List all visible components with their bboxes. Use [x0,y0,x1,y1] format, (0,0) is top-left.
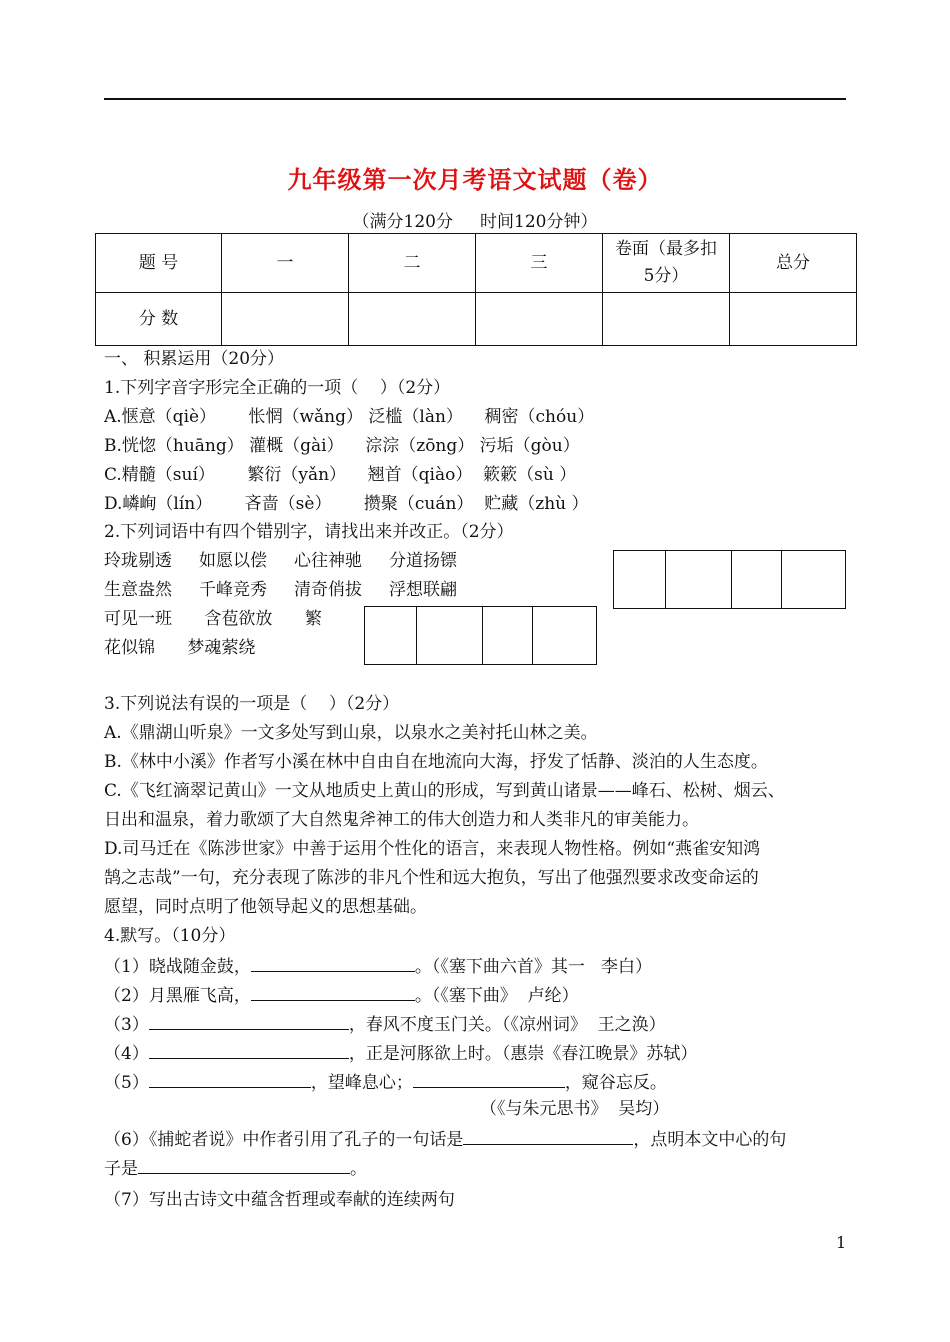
option-d: D.司马迁在《陈涉世家》中善于运用个性化的语言，来表现人物性格。例如“燕雀安知鸿 [104,839,761,859]
dictation-6 [104,1126,786,1152]
dictation-3 [104,1011,666,1037]
fill-blank[interactable] [149,1011,349,1030]
dictation-text: ，窥谷忘反。 [564,1073,667,1093]
dictation-prompt: （6）《捕蛇者说》中作者引用了孔子的一句话是 [104,1130,464,1150]
score-header-cell: 三 [476,234,603,293]
score-header-cell: 二 [349,234,476,293]
answer-box[interactable] [483,607,533,665]
option-c: C.《飞红滴翠记黄山》一文从地质史上黄山的形成，写到黄山诸景——峰石、松树、烟云、 [104,781,785,801]
dictation-1 [104,953,652,979]
section-heading: 一、 积累运用（20分） [104,349,285,369]
question-2: 2.下列词语中有四个错别字，请找出来并改正。（2分） [104,522,514,542]
answer-box[interactable] [417,607,483,665]
answer-box[interactable] [614,551,666,609]
answer-boxes-right [613,550,846,609]
word-list-line: 玲珑剔透 如愿以偿 心往神驰 分道扬镖 [104,551,458,571]
dictation-7: （7）写出古诗文中蕴含哲理或奉献的连续两句 [104,1190,455,1210]
dictation-5 [104,1069,667,1095]
score-header-cell: 题 号 [96,234,222,293]
score-header-cell: 总分 [730,234,857,293]
word-list-line: 花似锦 梦魂萦绕 [104,638,256,658]
answer-box[interactable] [782,551,846,609]
dictation-prompt: （5） [104,1073,149,1093]
answer-box[interactable] [365,607,417,665]
fill-blank[interactable] [251,982,415,1001]
dictation-text: ，点明本文中心的句 [633,1130,787,1150]
dictation-4 [104,1040,697,1066]
option-a: A.惬意（qiè） 怅惘（wǎng） 泛槛（làn） 稠密（chóu） [104,407,595,427]
question-4: 4.默写。（10分） [104,926,236,946]
score-table [95,233,857,346]
word-list-line: 生意盎然 千峰竞秀 清奇俏拔 浮想联翩 [104,580,458,600]
question-1: 1.下列字音字形完全正确的一项（ ）（2分） [104,378,451,398]
score-input-cell[interactable] [603,293,730,346]
fill-blank[interactable] [463,1126,633,1145]
option-b: B.《林中小溪》作者写小溪在林中自由自在地流向大海，抒发了恬静、淡泊的人生态度。 [104,752,768,772]
score-input-cell[interactable] [349,293,476,346]
dictation-text: 。 [350,1159,367,1179]
answer-box[interactable] [533,607,597,665]
option-d-cont: 鹄之志哉”一句，充分表现了陈涉的非凡个性和远大抱负，写出了他强烈要求改变命运的 [104,868,759,888]
fill-blank[interactable] [138,1155,350,1174]
dictation-text: ，望峰息心； [310,1073,413,1093]
option-c: C.精髓（suí） 繁衍（yǎn） 翘首（qiào） 簌簌（sù ） [104,465,577,485]
option-d: D.嶙峋（lín） 吝啬（sè） 攒聚（cuán） 贮藏（zhù ） [104,494,589,514]
header-rule [104,98,846,100]
answer-box[interactable] [732,551,782,609]
answer-box[interactable] [666,551,732,609]
option-b: B.恍惚（huāng） 灌概（gài） 淙淙（zōng） 污垢（gòu） [104,436,580,456]
score-input-cell[interactable] [222,293,349,346]
dictation-source: 。（《塞下曲》 卢纶） [414,986,579,1006]
dictation-prompt: （2）月黑雁飞高， [104,986,251,1006]
page-number: 1 [836,1233,847,1252]
score-input-cell[interactable] [730,293,857,346]
dictation-prompt: （4） [104,1044,149,1064]
fill-blank[interactable] [251,953,415,972]
score-header-cell: 一 [222,234,349,293]
option-c-cont: 日出和温泉，着力歌颂了大自然鬼斧神工的伟大创造力和人类非凡的审美能力。 [104,810,699,830]
dictation-6-cont [104,1155,367,1181]
exam-subtitle: （满分120分 时间120分钟） [352,212,598,232]
dictation-prompt: （1）晓战随金鼓， [104,957,251,977]
fill-blank[interactable] [149,1040,349,1059]
answer-boxes-left [364,606,597,665]
dictation-source: 。（《塞下曲六首》其一 李白） [414,957,653,977]
exam-title: 九年级第一次月考语文试题（卷） [287,165,663,194]
score-input-cell[interactable] [476,293,603,346]
word-list-line: 可见一班 含苞欲放 繁 [104,609,322,629]
fill-blank[interactable] [413,1069,565,1088]
option-a: A.《鼎湖山听泉》一文多处写到山泉，以泉水之美衬托山林之美。 [104,723,598,743]
dictation-prompt: （3） [104,1015,149,1035]
dictation-5-source: （《与朱元思书》 吴均） [480,1099,670,1119]
dictation-text: 子是 [104,1159,138,1179]
dictation-source: ，正是河豚欲上时。（惠崇《春江晚景》苏轼） [348,1044,698,1064]
question-3: 3.下列说法有误的一项是（ ）（2分） [104,694,400,714]
dictation-2 [104,982,579,1008]
score-row-label: 分 数 [96,293,222,346]
score-header-cell: 卷面（最多扣5分） [603,234,730,293]
fill-blank[interactable] [149,1069,311,1088]
dictation-source: ，春风不度玉门关。（《凉州词》 王之涣） [348,1015,666,1035]
option-d-cont: 愿望，同时点明了他领导起义的思想基础。 [104,897,427,917]
